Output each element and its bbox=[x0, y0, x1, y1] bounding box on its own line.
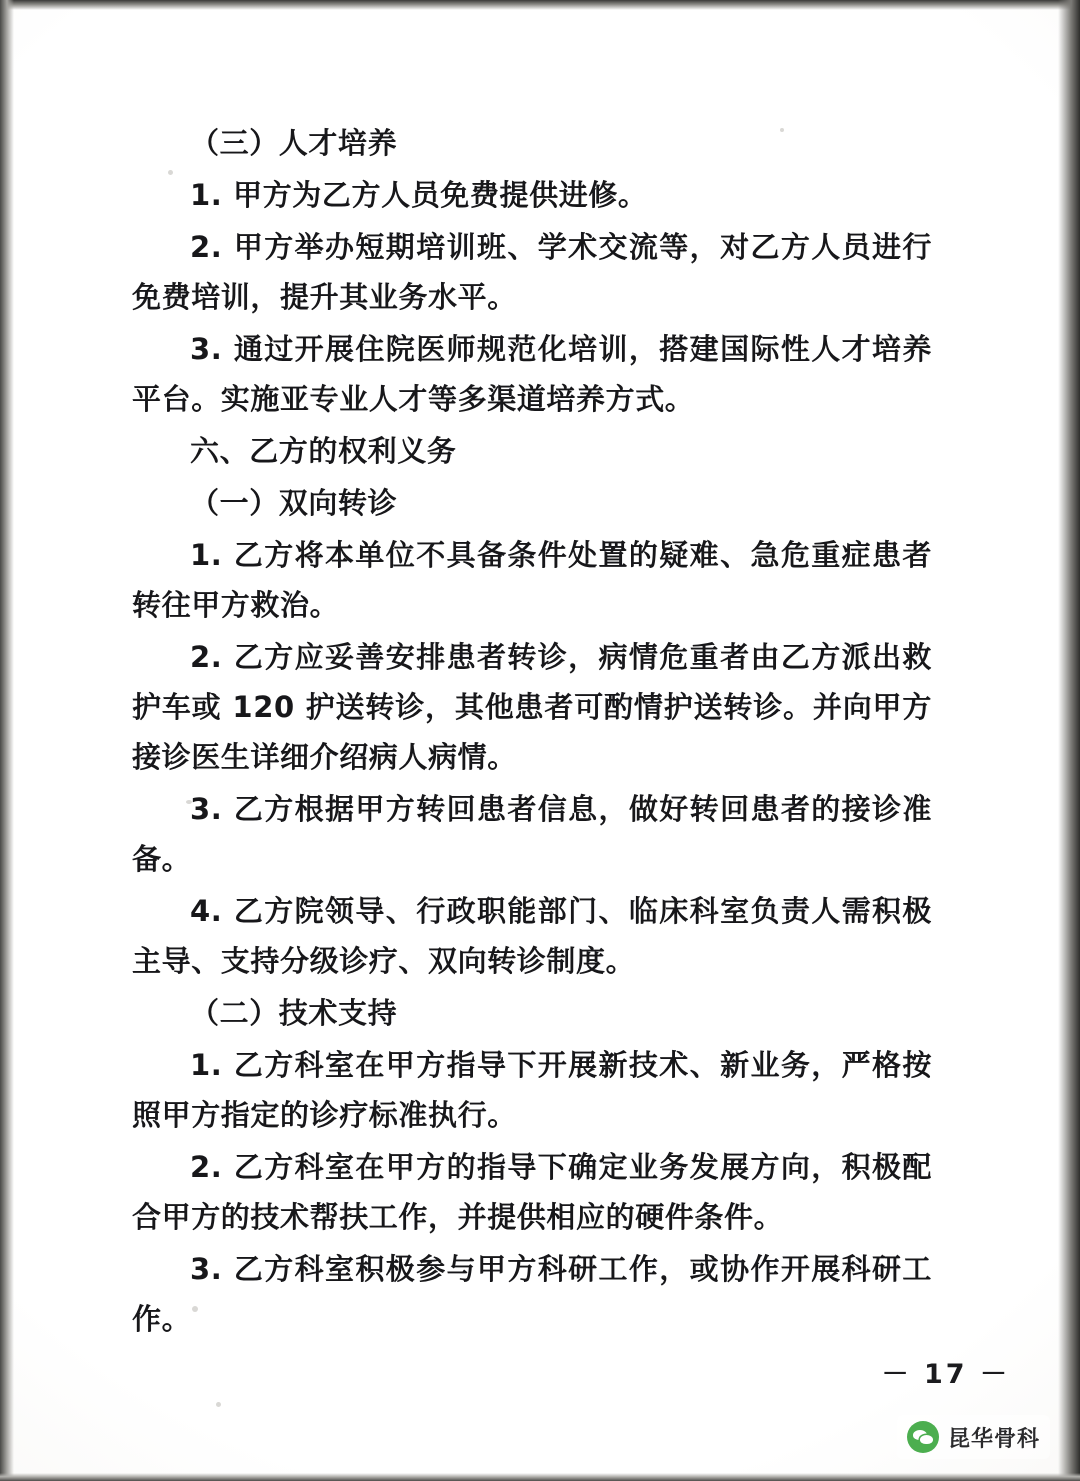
document-text-body bbox=[132, 118, 932, 1344]
scan-edge-top bbox=[0, 0, 1080, 10]
paragraph-item: 1. 乙方将本单位不具备条件处置的疑难、急危重症患者转往甲方救治。 bbox=[132, 538, 932, 622]
scan-edge-left bbox=[0, 0, 14, 1481]
paragraph-item: 2. 乙方科室在甲方的指导下确定业务发展方向，积极配合甲方的技术帮扶工作，并提供相应的硬件条件。 bbox=[132, 1150, 932, 1234]
scan-edge-bottom bbox=[0, 1473, 1080, 1481]
scan-speck bbox=[216, 1402, 221, 1407]
paragraph-item: 3. 通过开展住院医师规范化培训，搭建国际性人才培养平台。实施亚专业人才等多渠道培养方式。 bbox=[132, 332, 932, 416]
paragraph-item: 4. 乙方院领导、行政职能部门、临床科室负责人需积极主导、支持分级诊疗、双向转诊制度。 bbox=[132, 894, 932, 978]
wechat-watermark bbox=[897, 1415, 1050, 1459]
paragraph-item: 3. 乙方科室积极参与甲方科研工作，或协作开展科研工作。 bbox=[132, 1252, 932, 1336]
wechat-account-name: 昆华骨科 bbox=[947, 1426, 1040, 1452]
subsection-heading: （二）技术支持 bbox=[190, 996, 398, 1030]
paragraph-item: 2. 乙方应妥善安排患者转诊，病情危重者由乙方派出救护车或 120 护送转诊，其他患者可酌情护送转诊。并向甲方接诊医生详细介绍病人病情。 bbox=[132, 640, 932, 774]
paragraph-item: 1. 甲方为乙方人员免费提供进修。 bbox=[190, 178, 648, 212]
paragraph-item: 3. 乙方根据甲方转回患者信息，做好转回患者的接诊准备。 bbox=[132, 792, 932, 876]
subsection-heading: （一）双向转诊 bbox=[190, 486, 398, 520]
page-number: － 17 － bbox=[881, 1359, 1010, 1390]
paragraph-item: 1. 乙方科室在甲方指导下开展新技术、新业务，严格按照甲方指定的诊疗标准执行。 bbox=[132, 1048, 932, 1132]
paragraph-item: 2. 甲方举办短期培训班、学术交流等，对乙方人员进行免费培训，提升其业务水平。 bbox=[132, 230, 932, 314]
section-heading: 六、乙方的权利义务 bbox=[190, 434, 457, 468]
wechat-icon bbox=[907, 1421, 939, 1453]
section-heading: （三）人才培养 bbox=[190, 126, 398, 160]
scan-edge-right bbox=[1058, 0, 1080, 1481]
